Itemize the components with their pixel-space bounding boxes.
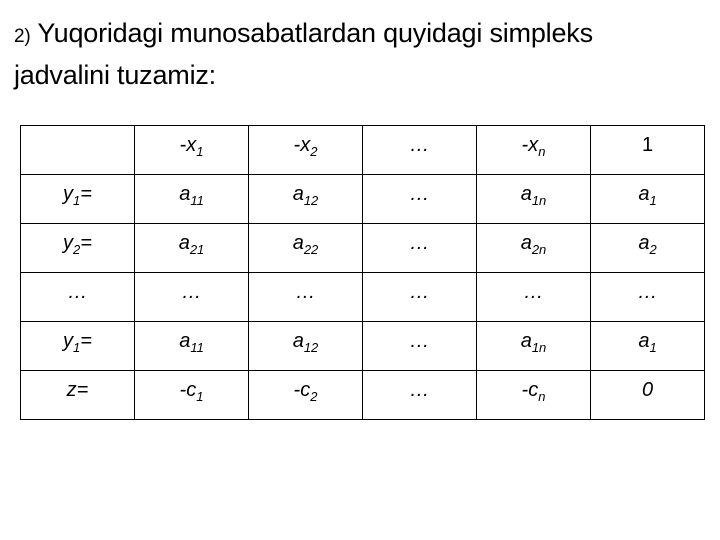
table-cell	[135, 322, 249, 371]
cell-base: -c	[179, 379, 197, 401]
cell-base: a	[178, 232, 190, 254]
table-cell	[591, 224, 705, 273]
cell-suffix: =	[80, 183, 92, 205]
title-line-1: Yuqoridagi munosabatlardan quyidagi simpleks	[37, 18, 593, 48]
table-cell	[135, 175, 249, 224]
cell-subscript: 11	[190, 340, 204, 355]
cell-base: y	[63, 330, 74, 352]
cell-base: a	[638, 232, 650, 254]
cell-subscript: 2	[310, 389, 318, 404]
cell-subscript: 1	[73, 193, 81, 208]
header-cell	[591, 126, 705, 175]
cell-base: …	[523, 281, 544, 303]
header-cell	[363, 126, 477, 175]
cell-base: -c	[521, 379, 539, 401]
table-cell	[477, 224, 591, 273]
cell-suffix: =	[80, 330, 92, 352]
cell-base: y	[63, 232, 74, 254]
cell-base: a	[520, 330, 532, 352]
cell-base: a	[520, 232, 532, 254]
table-cell	[363, 273, 477, 322]
cell-base: -x	[521, 134, 539, 156]
table-cell	[135, 224, 249, 273]
cell-base: …	[409, 232, 430, 254]
cell-base: …	[409, 183, 430, 205]
header-cell	[249, 126, 363, 175]
cell-subscript: 1n	[531, 193, 547, 208]
cell-subscript: 1	[73, 340, 81, 355]
table-row	[21, 224, 705, 273]
table-cell	[363, 371, 477, 420]
cell-base: …	[409, 379, 430, 401]
simplex-table	[20, 125, 705, 420]
header-cell	[21, 126, 135, 175]
cell-base: a	[179, 330, 191, 352]
cell-base: y	[63, 183, 74, 205]
cell-base: …	[67, 281, 88, 303]
cell-base: a	[292, 232, 304, 254]
cell-subscript: 12	[303, 340, 319, 355]
cell-base: …	[409, 281, 430, 303]
cell-base: …	[409, 330, 430, 352]
table-row	[21, 371, 705, 420]
table-cell	[591, 322, 705, 371]
row-label-cell	[21, 175, 135, 224]
cell-suffix: =	[80, 232, 92, 254]
table-cell	[363, 322, 477, 371]
table-cell	[249, 371, 363, 420]
table-cell	[591, 371, 705, 420]
cell-subscript: 1	[196, 389, 204, 404]
table-cell	[477, 273, 591, 322]
cell-base: -x	[293, 134, 311, 156]
cell-base: …	[409, 134, 430, 156]
table-cell	[135, 371, 249, 420]
table-cell	[477, 371, 591, 420]
table-cell	[591, 175, 705, 224]
row-label-cell	[21, 224, 135, 273]
cell-subscript: 2n	[531, 242, 547, 257]
cell-subscript: 2	[310, 144, 318, 159]
title-number: 2)	[14, 26, 31, 47]
table-cell	[249, 273, 363, 322]
table-row	[21, 273, 705, 322]
table-cell	[249, 175, 363, 224]
cell-subscript: 11	[190, 193, 204, 208]
cell-base: …	[637, 281, 658, 303]
cell-subscript: 22	[303, 242, 319, 257]
cell-base: a	[638, 330, 650, 352]
cell-subscript: 1	[196, 144, 204, 159]
header-cell	[135, 126, 249, 175]
cell-base: -c	[293, 379, 311, 401]
cell-subscript: 1	[649, 340, 657, 355]
cell-subscript: 1	[649, 193, 657, 208]
cell-base: a	[520, 183, 532, 205]
cell-subscript: n	[538, 144, 546, 159]
cell-subscript: n	[538, 389, 546, 404]
header-row	[21, 126, 705, 175]
table-row	[21, 322, 705, 371]
table-cell	[135, 273, 249, 322]
title-line-2: jadvalini tuzamiz:	[14, 60, 216, 90]
row-label-cell	[21, 273, 135, 322]
cell-subscript: 21	[189, 242, 205, 257]
cell-base: a	[179, 183, 191, 205]
cell-subscript: 12	[303, 193, 319, 208]
table-cell	[477, 322, 591, 371]
cell-base: 0	[641, 379, 654, 401]
table-cell	[363, 224, 477, 273]
row-label-cell	[21, 371, 135, 420]
cell-base: a	[292, 330, 304, 352]
table-cell	[249, 224, 363, 273]
cell-base: z=	[66, 379, 89, 401]
header-cell	[477, 126, 591, 175]
cell-base: a	[638, 183, 650, 205]
table-row	[21, 175, 705, 224]
table-cell	[363, 175, 477, 224]
cell-base: …	[295, 281, 316, 303]
table-cell	[591, 273, 705, 322]
cell-base: -x	[179, 134, 197, 156]
cell-subscript: 1n	[531, 340, 547, 355]
cell-subscript: 2	[649, 242, 657, 257]
row-label-cell	[21, 322, 135, 371]
cell-base: 1	[641, 134, 654, 156]
table-cell	[249, 322, 363, 371]
cell-subscript: 2	[73, 242, 81, 257]
cell-base: …	[181, 281, 202, 303]
slide-title	[14, 14, 704, 94]
table-cell	[477, 175, 591, 224]
cell-base: a	[292, 183, 304, 205]
